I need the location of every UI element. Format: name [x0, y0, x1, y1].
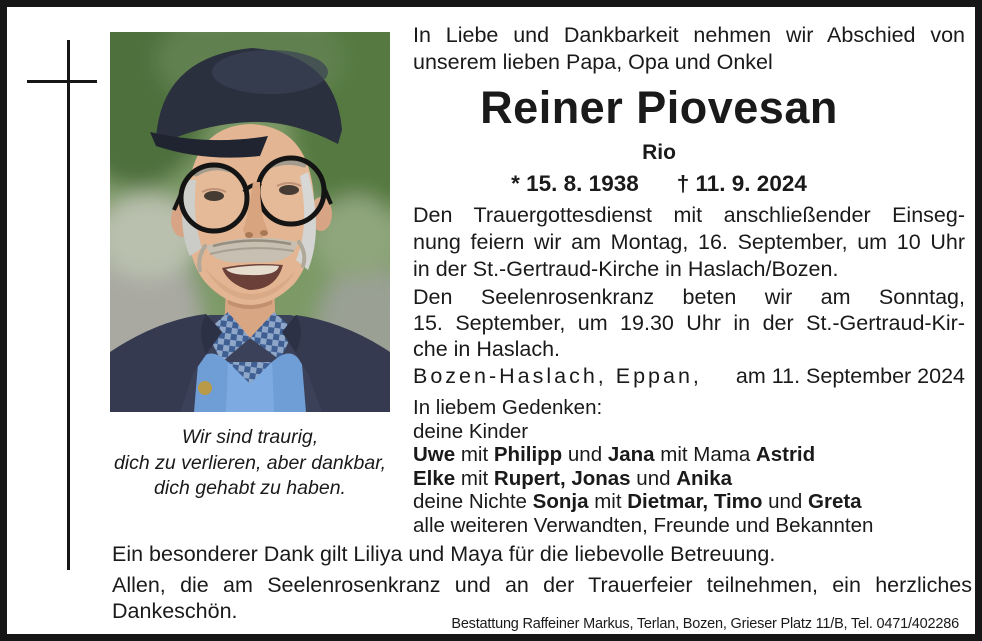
mourner-text: und	[562, 443, 608, 467]
mourner-line	[413, 490, 965, 514]
mourner-name: Astrid	[755, 443, 816, 467]
mourner-line	[413, 514, 965, 538]
text-line: Dankeschön.	[112, 599, 238, 623]
mourner-line	[413, 396, 965, 420]
birth-date: * 15. 8. 1938	[511, 171, 639, 196]
mourner-name: Dietmar, Timo	[627, 490, 763, 514]
text-line: 15. September, um 19.30 Uhr in der St.-Gertraud-Kir-	[413, 311, 965, 335]
mourner-name: Elke	[413, 466, 456, 490]
text-line: dich gehabt zu haben.	[154, 477, 346, 499]
mourner-text: mit	[588, 490, 628, 514]
life-dates	[413, 170, 905, 197]
mourner-text: mit	[455, 443, 494, 467]
notice-text-column	[413, 22, 965, 538]
text-line: Allen, die am Seelenrosenkranz und an der Trauerfeier teilnehmen, ein herzliches	[112, 573, 972, 597]
photo-caption	[95, 425, 405, 502]
places: Bozen-Haslach, Eppan,	[413, 364, 702, 388]
text-line: unserem lieben Papa, Opa und Onkel	[413, 50, 773, 74]
text-line: In Liebe und Dankbarkeit nehmen wir Abschied von	[413, 23, 965, 47]
text-line: Den Seelenrosenkranz beten wir am Sonntag,	[413, 285, 965, 309]
notice-date: am 11. September 2024	[735, 364, 965, 388]
text-line: Wir sind traurig,	[181, 426, 319, 448]
text-line: dich zu verlieren, aber dankbar,	[113, 451, 387, 474]
place-dateline	[413, 363, 965, 389]
mourner-text: alle weiteren Verwandten, Freunde und Bekannten	[413, 513, 874, 537]
mourner-line	[413, 420, 965, 444]
funeral-service-text	[413, 202, 965, 283]
mourner-name: Jana	[607, 443, 655, 467]
intro-text	[413, 22, 965, 76]
text-line: che in Haslach.	[413, 337, 560, 361]
mourner-name: Uwe	[413, 443, 456, 467]
latin-cross-icon	[27, 80, 97, 83]
mourners-list	[413, 396, 965, 538]
mourner-text: mit	[455, 466, 494, 490]
deceased-nickname: Rio	[642, 141, 676, 164]
mourner-name: Greta	[808, 490, 862, 514]
mourner-text: deine Kinder	[413, 419, 529, 443]
mourner-text: und	[762, 490, 809, 514]
mourner-line	[413, 467, 965, 491]
text-line: in der St.-Gertraud-Kirche in Haslach/Bozen.	[413, 257, 839, 281]
latin-cross-icon	[67, 40, 70, 570]
portrait-illustration	[110, 32, 390, 412]
rosary-text	[413, 284, 965, 362]
mourner-name: Philipp	[493, 443, 563, 467]
mourner-text: deine Nichte	[413, 490, 533, 514]
mourner-name: Sonja	[532, 490, 589, 514]
mourner-text: und	[630, 466, 677, 490]
mourner-line	[413, 443, 965, 467]
text-line: Den Trauergottesdienst mit anschließender Einseg-	[413, 203, 965, 227]
mourner-text: In liebem Gedenken:	[413, 396, 603, 419]
text-line: nung feiern wir am Montag, 16. September, um 10 Uhr	[413, 230, 965, 254]
portrait-photo	[110, 32, 390, 412]
death-date: † 11. 9. 2024	[676, 171, 807, 196]
deceased-name: Reiner Piovesan	[480, 82, 838, 133]
mourner-text: mit Mama	[654, 443, 756, 467]
thanks-section	[112, 541, 972, 624]
mourner-name: Rupert, Jonas	[493, 466, 631, 490]
funeral-home-info: Bestattung Raffeiner Markus, Terlan, Bozen, Grieser Platz 11/B, Tel. 0471/402286	[451, 616, 959, 632]
caregiver-thanks: Ein besonderer Dank gilt Liliya und Maya für die liebevolle Betreuung.	[112, 542, 776, 566]
mourner-name: Anika	[676, 466, 733, 490]
